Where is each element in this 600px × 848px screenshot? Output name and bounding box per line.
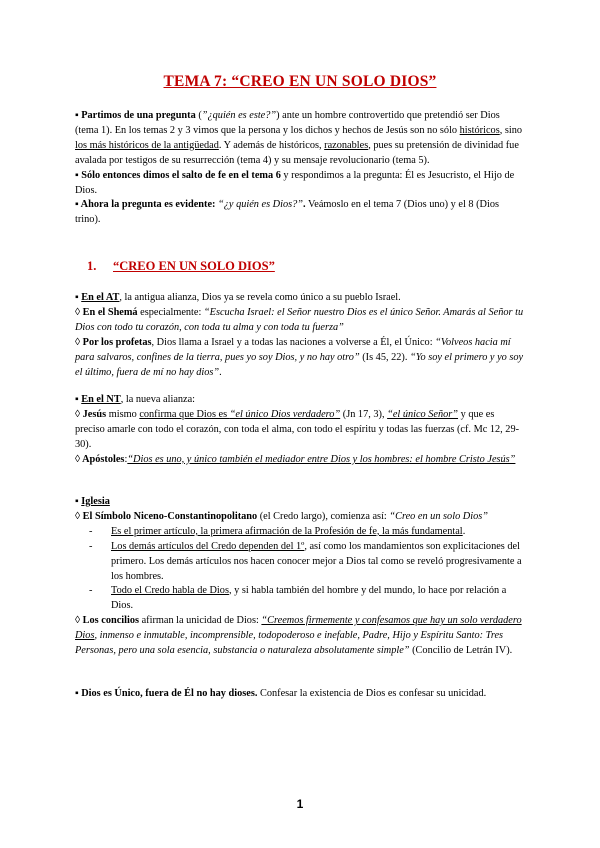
- at-paragraph-3: [75, 336, 525, 381]
- text: , la nueva alianza:: [120, 394, 196, 405]
- italic-quote: , inmenso e inmutable, incomprensible, todopoderoso e inefable, Padre, Hijo y Espíritu Santo: Tres Personas, pero una sola esencia, substancia o naturaleza absolutamente simple”: [75, 630, 504, 657]
- underlined-italic-quote: “Dios es uno, y único también el mediador entre Dios y los hombres: el hombre Cristo Jesús”: [127, 453, 516, 465]
- underlined-text: los más históricos de la antigüedad: [75, 139, 219, 151]
- bold-lead: ▪ Sólo entonces dimos el salto de fe en el tema 6: [75, 169, 281, 181]
- text: , Dios llama a Israel y a todas las naciones a volverse a Él, el Único:: [151, 336, 436, 348]
- bold-lead: ◊ Por los profetas: [75, 336, 152, 348]
- bold-lead: ▪ Ahora la pregunta es evidente:: [75, 199, 216, 211]
- text: , y si habla también del hombre y del mundo, lo hace por relación a Dios.: [111, 585, 507, 612]
- intro-section: [75, 109, 525, 228]
- bold-lead: ▪ Partimos de una pregunta: [75, 110, 196, 121]
- text: (el Credo largo), comienza así:: [257, 510, 390, 522]
- list-item: [75, 584, 525, 614]
- text: , pues su pretensión de divinidad fue avalada por testigos de su resurrección (tema 4) y su mensaje revolucionario (tema 5).: [75, 139, 519, 166]
- text: (: [195, 110, 202, 121]
- section-number: 1.: [87, 259, 97, 273]
- bold-underlined-text: En el AT: [81, 292, 120, 303]
- text: (Jn 17, 3),: [340, 408, 388, 420]
- bold-lead: ▪ Dios es Único, fuera de Él no hay dioses.: [75, 688, 258, 699]
- dash-marker: -: [89, 540, 93, 552]
- intro-paragraph-3: [75, 198, 525, 228]
- text: . Y además de históricos,: [218, 139, 325, 151]
- dash-marker: -: [89, 525, 93, 537]
- intro-paragraph-1: [75, 109, 525, 169]
- iglesia-section: [75, 495, 525, 659]
- bold-underlined-text: Iglesia: [81, 496, 110, 507]
- intro-paragraph-2: [75, 169, 525, 199]
- nt-section: [75, 393, 525, 468]
- bold-lead: ◊ Jesús: [75, 408, 107, 420]
- section-title: “CREO EN UN SOLO DIOS”: [113, 259, 275, 273]
- text: especialmente:: [137, 306, 204, 318]
- italic-quote: “Escucha Israel: el Señor nuestro Dios es el único Señor. Amarás al Señor tu Dios con todo tu corazón, con toda tu alma y con toda tu fuerza”: [75, 306, 524, 333]
- bold-underlined-text: En el NT: [81, 394, 121, 405]
- iglesia-paragraph-2: [75, 510, 525, 525]
- text: (Concilio de Letrán IV).: [409, 645, 513, 657]
- text: , así como los mandamientos son explicitaciones del primero. Los demás artículos nos hacen conocer mejor a Dios tal como se reveló progresivamente a los hombres.: [111, 540, 522, 582]
- text: Confesar la existencia de Dios es confesar su unicidad.: [257, 688, 487, 699]
- text: , la antigua alianza, Dios ya se revela como único a su pueblo Israel.: [119, 292, 401, 303]
- nt-paragraph-2: [75, 408, 525, 453]
- dash-marker: -: [89, 585, 93, 597]
- underlined-text: históricos: [459, 124, 500, 136]
- credo-list: [75, 525, 525, 614]
- nt-paragraph-3: [75, 453, 525, 468]
- text: Veámoslo en el tema 7 (Dios uno) y el 8 (Dios trino).: [75, 199, 499, 226]
- text: y respondimos a la pregunta: Él es Jesucristo, el Hijo de Dios.: [75, 169, 515, 196]
- at-section: [75, 291, 525, 380]
- list-item: [75, 525, 525, 540]
- bullet: ▪: [75, 496, 82, 507]
- underlined-italic-quote: “Creemos firmemente y confesamos que hay un solo verdadero Dios: [75, 615, 522, 642]
- page-title: TEMA 7: “CREO EN UN SOLO DIOS”: [163, 73, 437, 90]
- text: y que es preciso amarle con todo el corazón, con toda el alma, con todo el espíritu y todas las fuerzas (cf. Mc 12, 29- 30).: [75, 408, 520, 450]
- italic-quote: “Volveos hacia mí para salvaros, confines de la tierra, pues yo soy Dios, y no hay otro”: [75, 336, 511, 363]
- italic-quote: ”¿quién es este?”: [201, 110, 277, 121]
- bold-lead: ◊ En el Shemá: [75, 306, 138, 318]
- italic-quote: “¿y quién es Dios?”: [215, 199, 303, 211]
- underlined-text: confirma: [139, 408, 177, 420]
- section-1-heading-wrap: [75, 259, 525, 274]
- bold-lead: ◊ El Símbolo Niceno-Constantinopolitano: [75, 510, 258, 522]
- iglesia-paragraph-1: [75, 495, 525, 510]
- italic-quote: “Creo en un solo Dios”: [389, 510, 488, 522]
- page-number: 1: [296, 797, 304, 811]
- underlined-text: que Dios es: [176, 408, 230, 420]
- underlined-text: Los demás artículos del Credo dependen del 1º: [111, 540, 305, 552]
- text: .: [462, 525, 466, 537]
- underlined-text: Es el primer artículo, la primera afirmación de la Profesión de fe, la más fundamental: [111, 525, 463, 537]
- italic-quote: “Yo soy el primero y yo soy el último, fuera de mí no hay dios”: [75, 351, 524, 378]
- section-heading: [75, 259, 525, 274]
- underlined-italic-quote: “el único Dios verdadero”: [229, 408, 341, 420]
- text: :: [124, 453, 128, 465]
- text: , sino: [499, 124, 523, 136]
- at-paragraph-2: [75, 306, 525, 336]
- iglesia-paragraph-3: [75, 614, 525, 659]
- bold-lead: ◊ Apóstoles: [75, 453, 125, 465]
- nt-paragraph-1: [75, 393, 525, 408]
- underlined-text: Todo el Credo habla de Dios: [111, 585, 229, 597]
- text: ) ante un hombre controvertido que pretendió ser Dios (tema 1). En los temas 2 y 3 vimos que la persona y los dichos y hechos de Jesús son no sólo: [75, 110, 500, 136]
- bullet: ▪: [75, 292, 82, 303]
- bullet: ▪: [75, 394, 82, 405]
- text: .: [219, 366, 222, 378]
- closing-section: [75, 687, 525, 702]
- text: afirman la unicidad de Dios:: [139, 615, 262, 627]
- list-item: [75, 540, 525, 585]
- underlined-text: razonables: [324, 139, 369, 151]
- text: (Is 45, 22).: [359, 351, 411, 363]
- closing-paragraph: [75, 687, 525, 702]
- underlined-italic-quote: “el único Señor”: [387, 408, 459, 420]
- bold-text: .: [303, 199, 306, 211]
- at-paragraph-1: [75, 291, 525, 306]
- bold-lead: ◊ Los concilios: [75, 615, 140, 627]
- text: mismo: [106, 408, 140, 420]
